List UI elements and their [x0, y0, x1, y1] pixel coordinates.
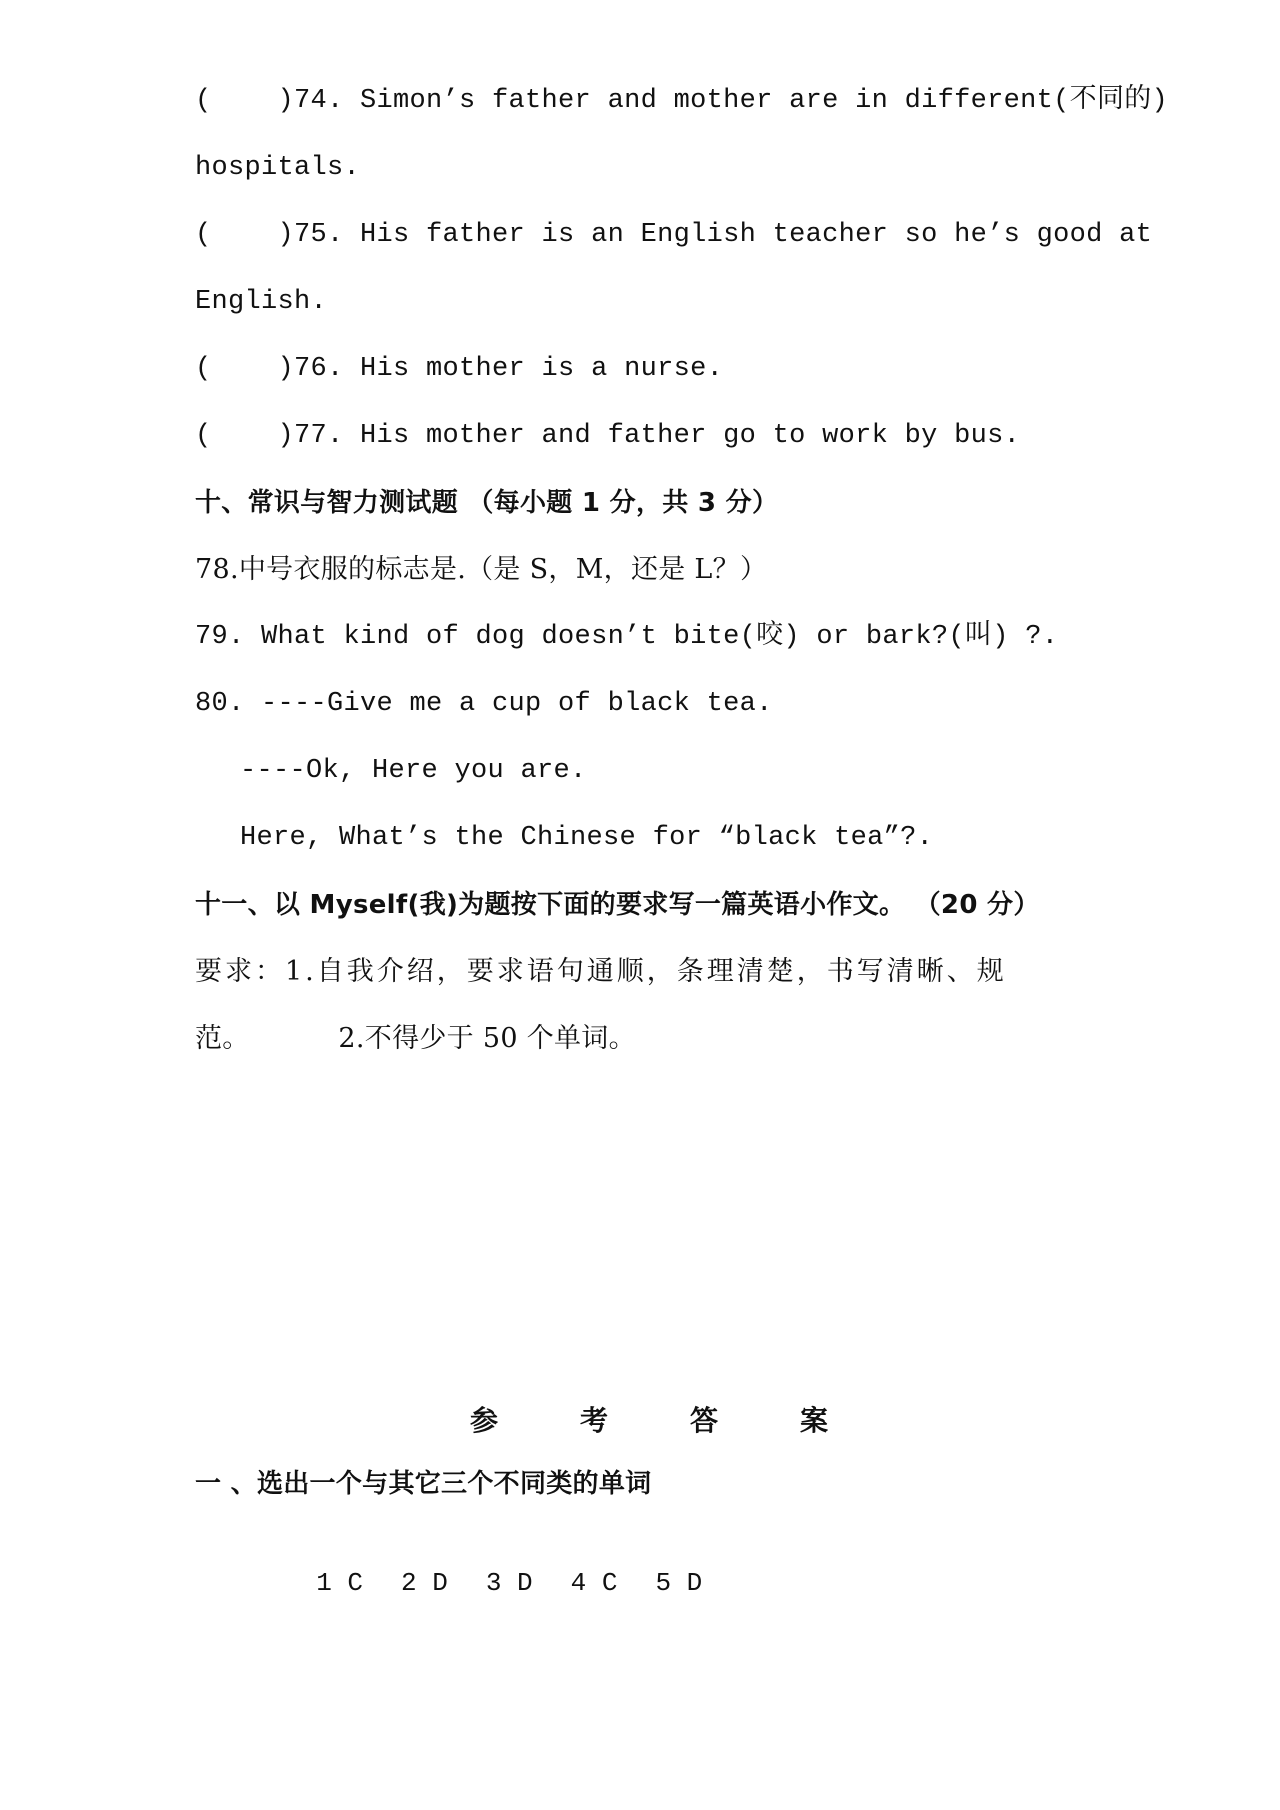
- answer-item: 1 C: [316, 1568, 364, 1598]
- question-78: 78.中号衣服的标志是.（是 S，M，还是 L？）: [195, 554, 768, 585]
- answer-key-title: [470, 1399, 910, 1439]
- answer-item: 3 D: [485, 1568, 533, 1598]
- title-char: 参: [470, 1404, 499, 1437]
- title-char: 案: [800, 1404, 829, 1437]
- requirements-line-1: 要求：1.自我介绍，要求语句通顺，条理清楚，书写清晰、规: [195, 956, 1007, 987]
- question-74-line-1: ( )74. Simon’s father and mother are in different(不同的): [195, 86, 1169, 116]
- answer-item: 4 C: [570, 1568, 618, 1598]
- question-75-line-1: ( )75. His father is an English teacher so he’s good at: [195, 220, 1153, 250]
- title-char: 答: [690, 1404, 719, 1437]
- question-79: 79. What kind of dog doesn’t bite(咬) or bark?(叫) ?.: [195, 622, 1059, 652]
- requirements-line-2: 范。 2.不得少于 50 个单词。: [195, 1023, 636, 1054]
- question-74-line-2: hospitals.: [195, 153, 361, 183]
- title-char: 考: [580, 1404, 609, 1437]
- section-10-heading: 十、常识与智力测试题 （每小题 1 分，共 3 分）: [195, 488, 779, 518]
- section-11-heading: 十一、以 Myself(我)为题按下面的要求写一篇英语小作文。 （20 分）: [195, 890, 1040, 920]
- question-75-line-2: English.: [195, 287, 328, 317]
- question-80-line-1: 80. ----Give me a cup of black tea.: [195, 689, 773, 719]
- answer-list: [285, 1538, 740, 1598]
- question-76: ( )76. His mother is a nurse.: [195, 354, 724, 384]
- question-80-line-3: Here, What’s the Chinese for “black tea”?.: [240, 823, 934, 853]
- answer-item: 5 D: [655, 1568, 703, 1598]
- answer-item: 2 D: [401, 1568, 448, 1598]
- question-77: ( )77. His mother and father go to work by bus.: [195, 421, 1021, 451]
- question-80-line-2: ----Ok, Here you are.: [240, 756, 587, 786]
- answer-section-1-heading: 一 、选出一个与其它三个不同类的单词: [195, 1469, 652, 1499]
